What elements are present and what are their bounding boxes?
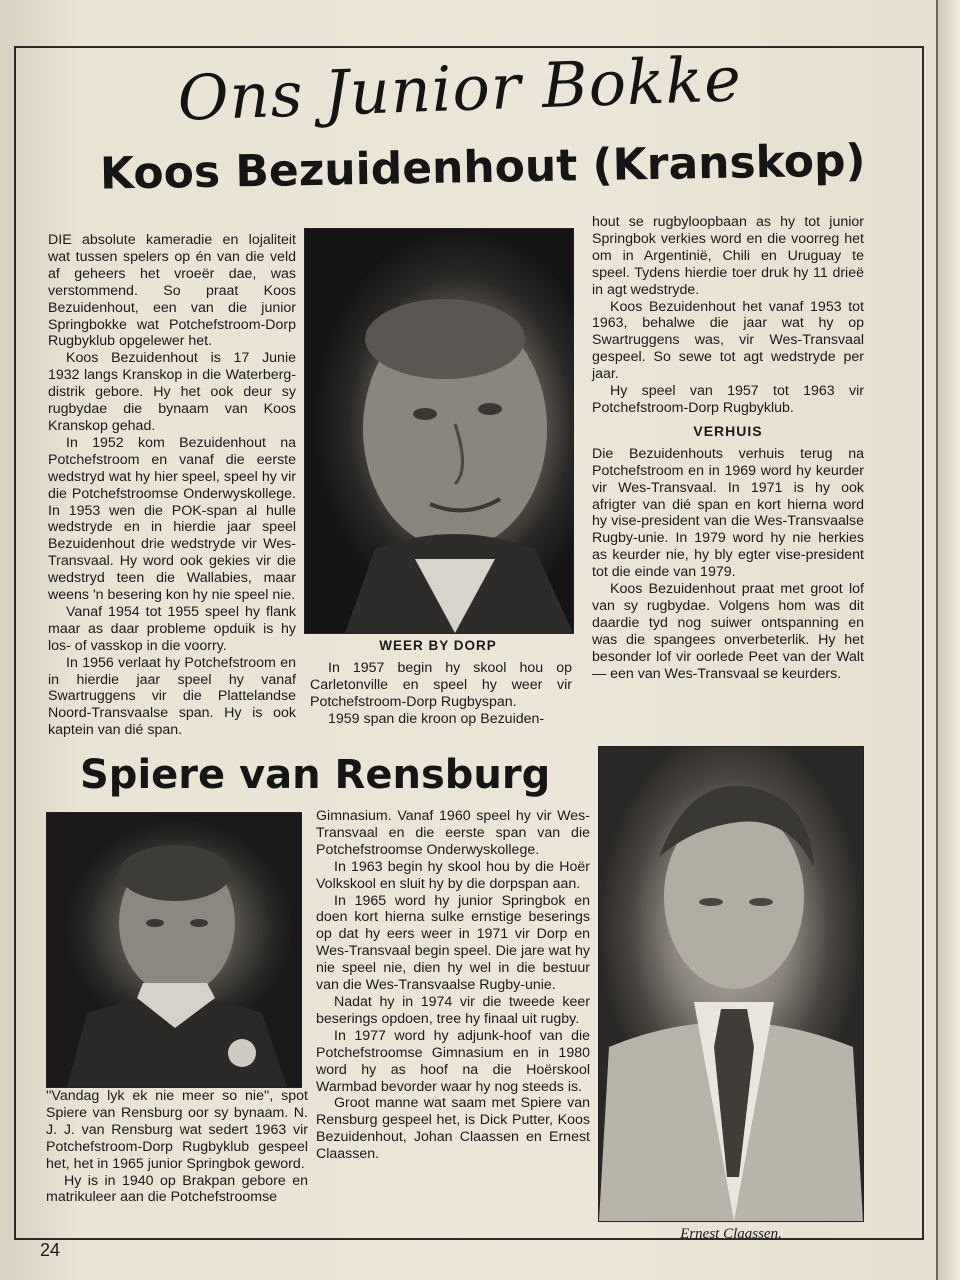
- page-number: 24: [40, 1240, 61, 1260]
- page-title: Ons Junior Bokke: [176, 42, 743, 135]
- photo-caption: Ernest Claassen.: [680, 1226, 782, 1242]
- paragraph: Koos Bezuidenhout praat met groot lof van sy rugbydae. Volgens hom was dit daardie tyd nog suiwer ontspanning en was die spangees onverbeterlik. Hy het besonder lof vir oorlede Peet van der Walt — een van Wes-Transvaal se keurders.: [592, 581, 864, 682]
- paragraph: In 1965 word hy junior Springbok en doen kort hierna sulke ernstige beserings op dat hy eers weer in 1971 vir Dorp en Wes-Transvaal begin speel. Die jare wat hy nie speel nie, dien hy wel in die bestuur van die Wes-Transvaalse Rugby-unie.: [316, 892, 590, 994]
- paragraph: Koos Bezuidenhout is 17 Junie 1932 langs Kranskop in die Waterberg-distrik gebore. Hy het ook deur sy rugbydae die bynaam van Koos Kranskop gehad.: [48, 350, 296, 434]
- paragraph: Hy is in 1940 op Brakpan gebore en matrikuleer aan die Potchefstroomse: [46, 1172, 308, 1206]
- paragraph: ''Vandag lyk ek nie meer so nie'', spot Spiere van Rensburg oor sy bynaam. N. J. J. van Rensburg wat sedert 1963 vir Potchefstroom-Dorp Rugbyklub gespeel het, het in 1965 junior Springbok geword.: [46, 1088, 308, 1172]
- paragraph: DIE absolute kameradie en lojaliteit wat tussen spelers op én van die veld af geheers het vroeër dae, was verstommend. So praat Koos Bezuidenhout, een van die junior Springbokke wat Potchefstroom-Dorp Rugbyklub opgelewer het.: [48, 232, 296, 350]
- paragraph: Vanaf 1954 tot 1955 speel hy flank maar as daar probleme opduik is hy los- of vasskop in die voorry.: [48, 603, 296, 654]
- next-page-edge: [936, 0, 960, 1280]
- ernest-claassen-photo: [598, 746, 864, 1222]
- article2-headline: Spiere van Rensburg: [80, 752, 551, 798]
- article1-column-3: [592, 214, 864, 682]
- paragraph: In 1956 verlaat hy Potchefstroom en in hierdie jaar speel hy vanaf Swartruggens vir die Plattelandse Noord-Transvaalse span. Hy is ook kaptein van dié span.: [48, 654, 296, 739]
- subheading: VERHUIS: [693, 422, 763, 439]
- portrait-illustration: [599, 747, 863, 1221]
- paragraph: Groot manne wat saam met Spiere van Rensburg gespeel het, is Dick Putter, Koos Bezuidenhout, Johan Claassen en Ernest Claassen.: [316, 1095, 590, 1163]
- paragraph: In 1977 word hy adjunk-hoof van die Potchefstroomse Gimnasium en in 1980 word hy as hoof na die Hoërskool Warmbad bevorder waar hy nog steeds is.: [316, 1027, 590, 1095]
- portrait-illustration: [47, 813, 301, 1087]
- paragraph: Koos Bezuidenhout het vanaf 1953 tot 1963, behalwe die jaar wat hy op Swartruggens was, vir Wes-Transvaal gespeel. So sewe tot agt wedstryde per jaar.: [592, 298, 864, 383]
- article1-headline: Koos Bezuidenhout (Kranskop): [99, 135, 866, 200]
- portrait-illustration: [305, 229, 573, 633]
- paragraph: Die Bezuidenhouts verhuis terug na Potchefstroom en in 1969 word hy keurder vir Wes-Transvaal. In 1971 is hy ook afrigter van dié span en kort hierna word hy vise-president van die Wes-Transvaalse Rugby-unie. In 1979 word hy nie herkies as keurder nie, hy bly egter vise-president tot die einde van 1979.: [592, 445, 864, 581]
- paragraph: Nadat hy in 1974 vir die tweede keer beserings opdoen, tree hy finaal uit rugby.: [316, 993, 590, 1027]
- paragraph: In 1957 begin hy skool hou op Carletonville en speel hy weer vir Potchefstroom-Dorp Rugbyspan.: [310, 660, 572, 710]
- koos-bezuidenhout-photo: [304, 228, 574, 634]
- article2-column-left: [46, 1088, 308, 1206]
- paragraph: hout se rugbyloopbaan as hy tot junior Springbok verkies word en die voorreg het om in Argentinië, Chili en Uruguay te speel. Tydens hierdie toer druk hy 11 drieë in agt wedstryde.: [592, 214, 864, 298]
- photo-caption: WEER BY DORP: [379, 638, 497, 653]
- paragraph: In 1952 kom Bezuidenhout na Potchefstroom en vanaf die eerste wedstryd wat hy hier speel, speel hy vir die Potchefstroomse Onderwyskollege. In 1953 wen die POK-span al hulle wedstryde en in hierdie jaar speel Bezuidenhout drie wedstryde vir Wes-Transvaal. Hy word ook gekies vir die wedstryd teen die Wallabies, maar weens 'n besering kon hy nie speel nie.: [48, 434, 296, 604]
- article2-column-middle: [316, 808, 590, 1163]
- article1-column-1: [48, 232, 296, 739]
- article1-column-2: [310, 660, 572, 728]
- paragraph: In 1963 begin hy skool hou by die Hoër Volkskool en sluit hy by die dorpspan aan.: [316, 858, 590, 892]
- spiere-van-rensburg-photo: [46, 812, 302, 1088]
- paragraph: Gimnasium. Vanaf 1960 speel hy vir Wes-Transvaal en die eerste span van die Potchefstroomse Onderwyskollege.: [316, 808, 590, 858]
- paragraph: Hy speel van 1957 tot 1963 vir Potchefstroom-Dorp Rugbyklub.: [592, 383, 864, 416]
- paragraph: 1959 span die kroon op Bezuiden-: [328, 710, 545, 727]
